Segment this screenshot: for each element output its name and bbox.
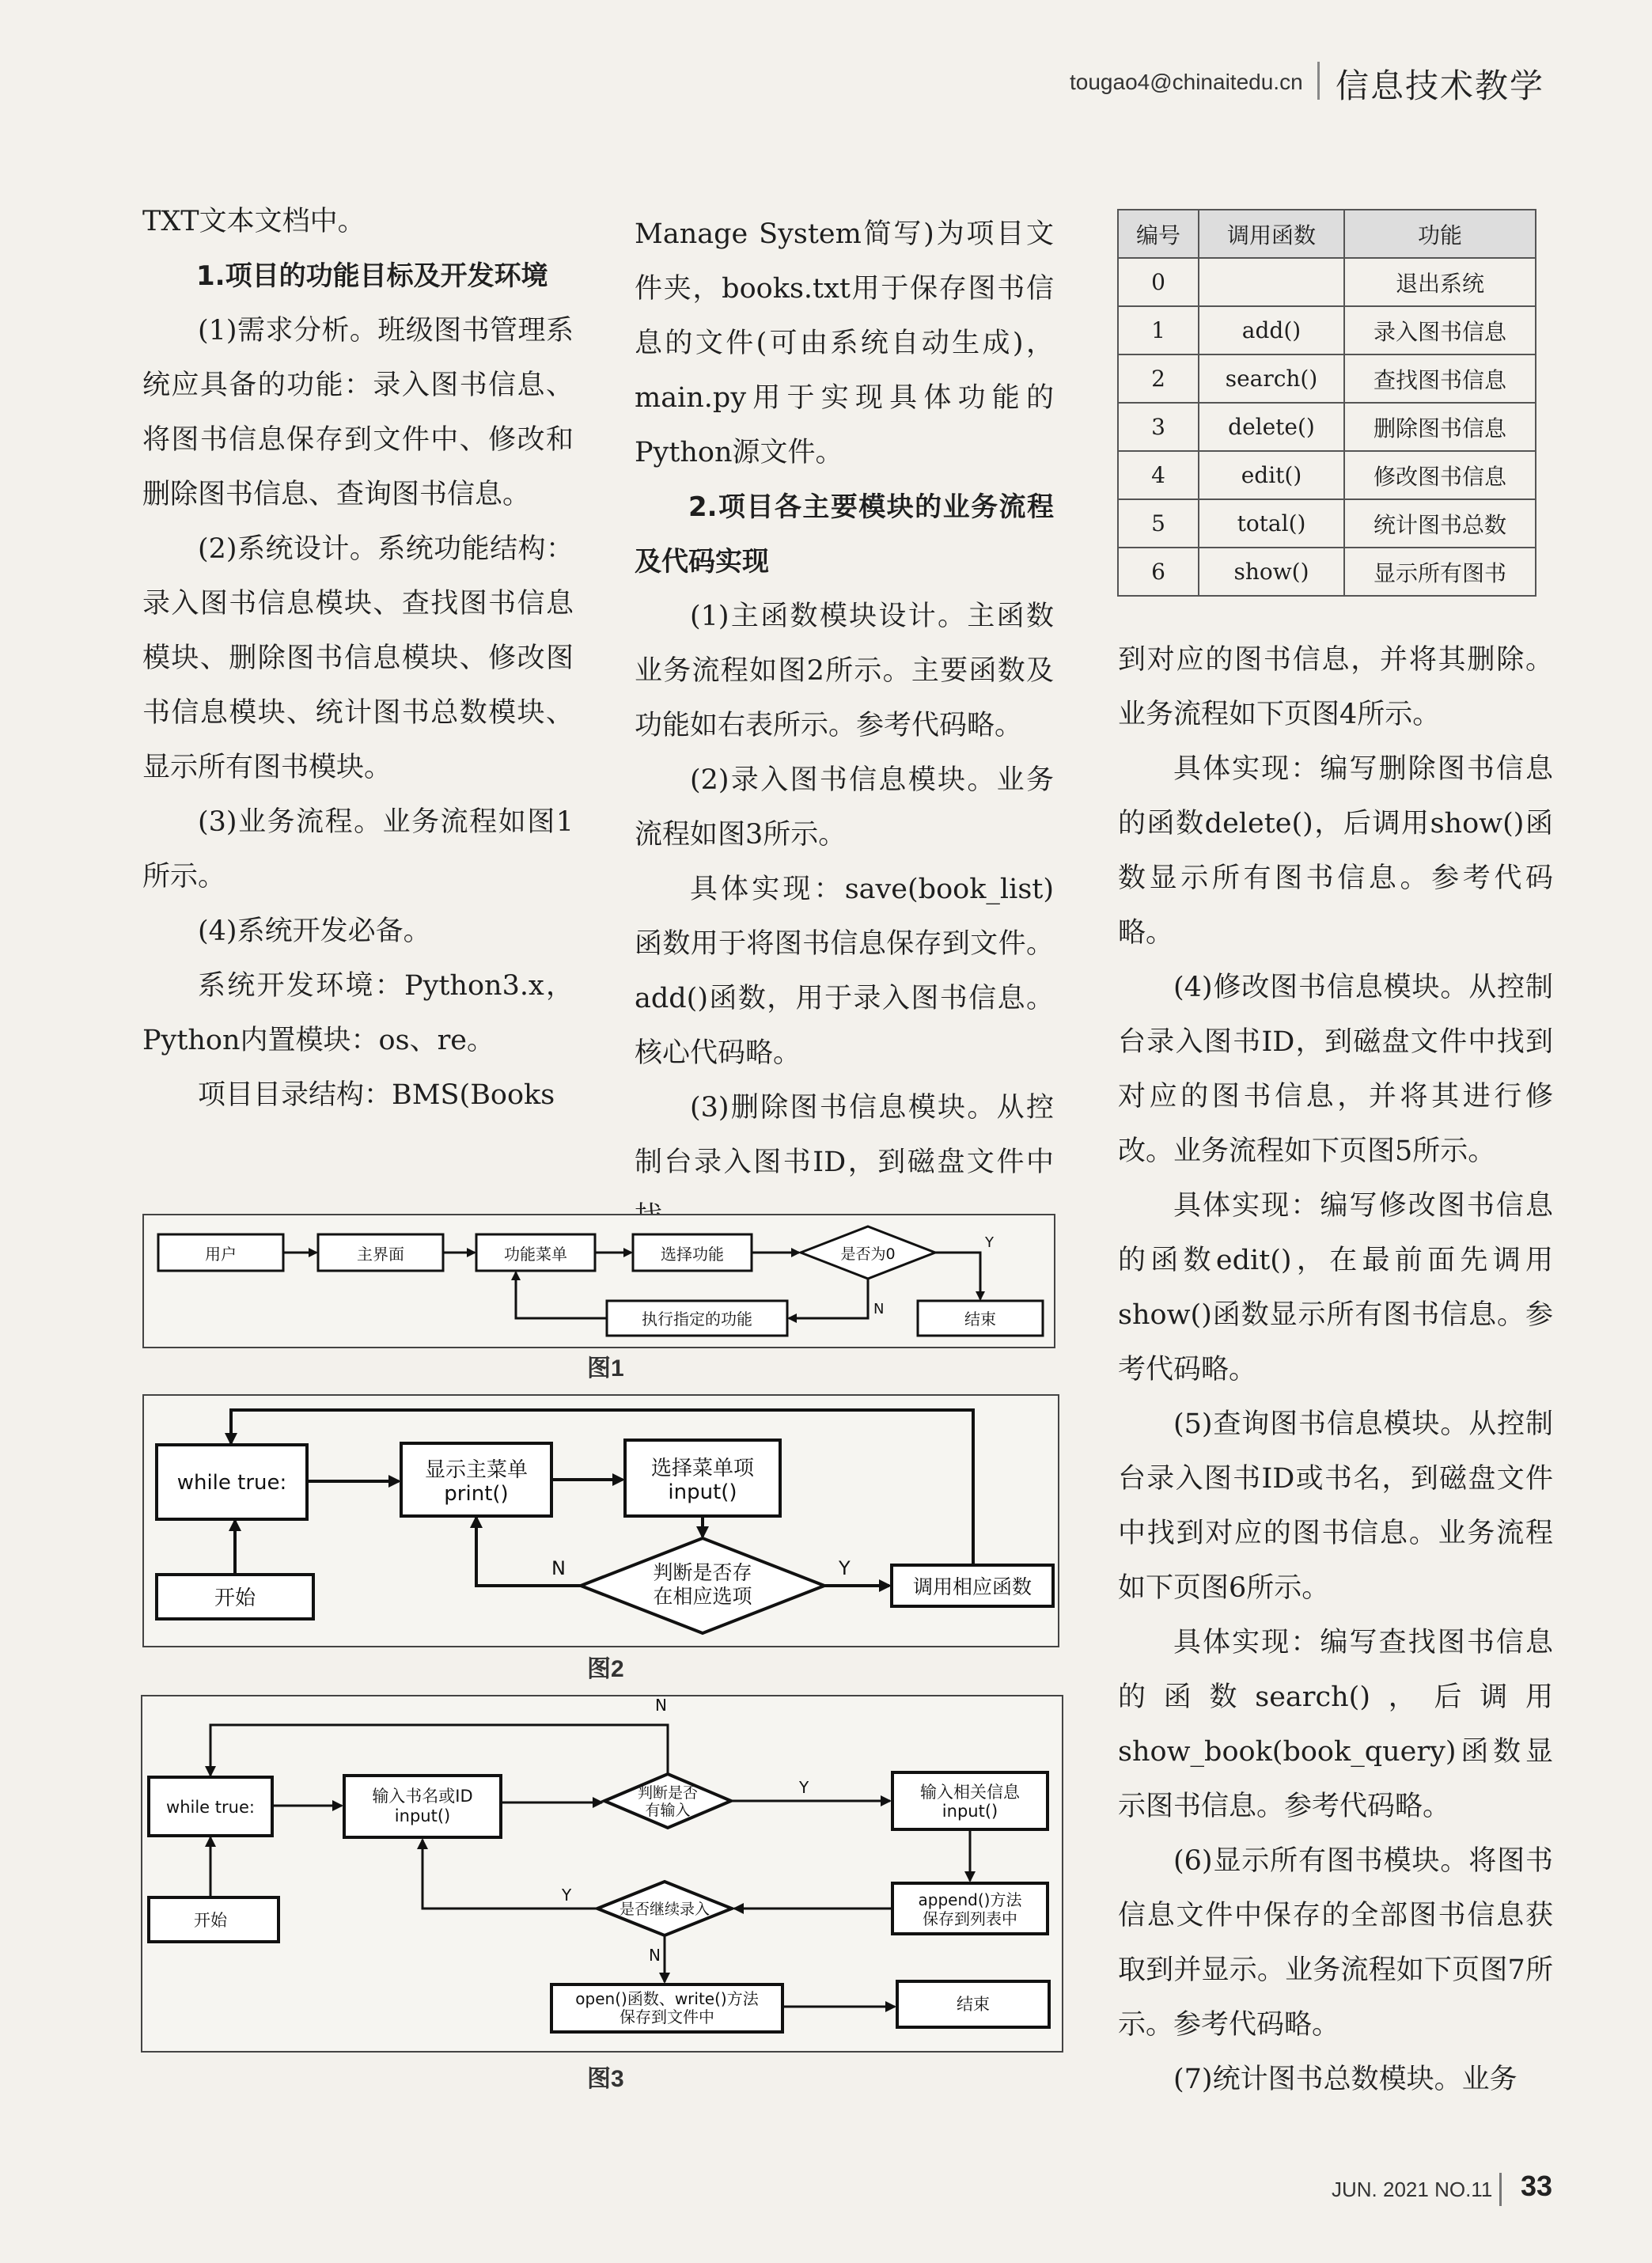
table-row [1118, 258, 1536, 306]
paragraph: 具体实现：编写修改图书信息的函数edit()，在最前面先调用show()函数显示所有图书信息。参考代码略。 [1118, 1190, 1553, 1385]
figure-1 [142, 1214, 1055, 1348]
table-cell: 退出系统 [1344, 258, 1536, 306]
table-cell: 删除图书信息 [1344, 403, 1536, 451]
table-cell: search() [1199, 354, 1344, 403]
page-number: 33 [1521, 2170, 1553, 2202]
table-row [1118, 354, 1536, 403]
flow-label-no: N [655, 1696, 667, 1715]
text-column-2 [635, 207, 1054, 1245]
flow-label-yes: Y [839, 1557, 851, 1579]
flow-label: 功能菜单 [504, 1245, 567, 1264]
flow-label: 保存到列表中 [923, 1909, 1017, 1928]
table-header-cell: 编号 [1118, 210, 1199, 258]
flow-arrow-no [210, 1725, 668, 1776]
table-row [1118, 306, 1536, 354]
table-row [1118, 403, 1536, 451]
flow-label: 输入书名或ID [372, 1787, 473, 1806]
paragraph: (2)录入图书信息模块。业务流程如图3所示。 [635, 764, 1054, 851]
flow-label: 主界面 [357, 1245, 404, 1264]
flow-label: print() [444, 1482, 509, 1506]
table-cell: 3 [1118, 403, 1199, 451]
flow-arrow-yes [935, 1253, 980, 1299]
table-cell: 修改图书信息 [1344, 451, 1536, 499]
flow-label: 开始 [194, 1911, 227, 1930]
flow-label: while true: [166, 1798, 255, 1817]
table-row [1118, 499, 1536, 548]
table-cell: 0 [1118, 258, 1199, 306]
flow-label: 结束 [964, 1310, 996, 1329]
header-email: tougao4@chinaitedu.cn [1070, 70, 1303, 94]
flow-label: 有输入 [645, 1802, 691, 1819]
function-table [1117, 209, 1536, 597]
text-column-1 [142, 195, 574, 1123]
table-cell: 1 [1118, 306, 1199, 354]
paragraph: (4)系统开发必备。 [198, 915, 431, 947]
paragraph: (3)删除图书信息模块。从控制台录入图书ID，到磁盘文件中 [635, 1092, 1054, 1178]
section-heading: 1.项目的功能目标及开发环境 [196, 260, 548, 292]
flow-label: 开始 [214, 1586, 256, 1610]
flow-label: 显示主菜单 [424, 1458, 529, 1482]
table-cell: delete() [1199, 403, 1344, 451]
flow-label: 用户 [205, 1245, 237, 1264]
flow-arrow-loop [231, 1410, 973, 1565]
flow-label: 选择功能 [661, 1245, 724, 1264]
flow-arrow-no [789, 1279, 868, 1318]
flow-label: open()函数、write()方法 [575, 1989, 759, 2008]
table-header-cell: 功能 [1344, 210, 1536, 258]
flow-label: 在相应选项 [653, 1585, 752, 1608]
flow-label: 判断是否 [637, 1784, 699, 1802]
footer-divider [1499, 2173, 1502, 2206]
flow-label-no: N [551, 1557, 566, 1579]
figure-2-caption: 图2 [587, 1656, 624, 1682]
paragraph: (5)查询图书信息模块。从控制台录入图书ID或书名，到磁盘文件中找到对应的图书信息。业务流程如下页图6所示。 [1118, 1408, 1553, 1604]
paragraph: 到对应的图书信息，并将其删除。业务流程如下页图4所示。 [1118, 644, 1553, 730]
figure-1-caption: 图1 [587, 1355, 624, 1382]
paragraph: TXT文本文档中。 [142, 206, 366, 237]
flow-label-yes: Y [562, 1886, 572, 1905]
table-cell: edit() [1199, 451, 1344, 499]
flow-label: 是否为0 [840, 1245, 896, 1263]
flow-label: 是否继续录入 [619, 1901, 710, 1918]
table-header-cell: 调用函数 [1199, 210, 1344, 258]
figure-3-caption: 图3 [587, 2066, 624, 2092]
figure-2 [142, 1394, 1059, 1647]
paragraph: Manage System简写)为项目文件夹，books.txt用于保存图书信息的文件(可由系统自动生成)，main.py用于实现具体功能的Python源文件。 [635, 218, 1054, 468]
table-cell: 录入图书信息 [1344, 306, 1536, 354]
table-cell: show() [1199, 548, 1344, 596]
flow-label: 输入相关信息 [920, 1783, 1020, 1802]
table-row [1118, 548, 1536, 596]
flow-label: 选择菜单项 [650, 1457, 755, 1480]
flow-label: 保存到文件中 [620, 2007, 714, 2026]
text-column-3 [1118, 633, 1553, 2107]
flow-label: input() [668, 1480, 737, 1504]
paragraph: (4)修改图书信息模块。从控制台录入图书ID，到磁盘文件中找到对应的图书信息，并将其进行修改。业务流程如下页图5所示。 [1118, 972, 1553, 1167]
flow-label: 调用相应函数 [912, 1575, 1032, 1598]
table-cell: 显示所有图书 [1344, 548, 1536, 596]
paragraph: (2)系统设计。系统功能结构：录入图书信息模块、查找图书信息模块、删除图书信息模块、修改图书信息模块、统计图书总数模块、显示所有图书模块。 [142, 533, 574, 783]
flow-label-no: N [649, 1946, 661, 1965]
table-cell [1199, 258, 1344, 306]
table-cell: 统计图书总数 [1344, 499, 1536, 548]
flow-label: append()方法 [918, 1890, 1022, 1909]
section-heading: 2.项目各主要模块的业务流程及代码实现 [635, 491, 1054, 578]
flow-label: 判断是否存 [653, 1561, 752, 1584]
flow-label: input() [942, 1802, 998, 1821]
flow-label-no: N [873, 1301, 885, 1317]
table-row [1118, 451, 1536, 499]
paragraph: 具体实现：save(book_list)函数用于将图书信息保存到文件。add()函数，用于录入图书信息。核心代码略。 [635, 874, 1054, 1069]
paragraph: (6)显示所有图书模块。将图书信息文件中保存的全部图书信息获取到并显示。业务流程如下页图7所示。参考代码略。 [1118, 1845, 1553, 2041]
table-cell: 5 [1118, 499, 1199, 548]
flow-label: 结束 [957, 1995, 990, 2014]
journal-title: 信息技术教学 [1336, 66, 1545, 105]
paragraph: (1)主函数模块设计。主函数业务流程如图2所示。主要函数及功能如右表所示。参考代码略。 [635, 601, 1054, 741]
paragraph: (1)需求分析。班级图书管理系统应具备的功能：录入图书信息、将图书信息保存到文件中、修改和删除图书信息、查询图书信息。 [142, 315, 574, 510]
table-cell: 6 [1118, 548, 1199, 596]
paragraph: (3)业务流程。业务流程如图1所示。 [142, 806, 574, 893]
flow-label: input() [394, 1806, 451, 1825]
flow-arrow-loop [516, 1272, 607, 1318]
table-header-row [1118, 210, 1536, 258]
paragraph: 具体实现：编写查找图书信息的函数search()，后调用show_book(book_query)函数显示图书信息。参考代码略。 [1118, 1627, 1553, 1822]
paragraph: 系统开发环境：Python3.x，Python内置模块：os、re。 [142, 970, 574, 1056]
flow-label: while true: [176, 1471, 287, 1495]
paragraph: 项目目录结构：BMS(Books [198, 1079, 555, 1111]
figure-3 [141, 1695, 1063, 2053]
issue-info: JUN. 2021 NO.11 [1332, 2178, 1493, 2201]
header-divider [1317, 62, 1320, 100]
flow-label-yes: Y [799, 1778, 809, 1797]
table-cell: 查找图书信息 [1344, 354, 1536, 403]
table-cell: 4 [1118, 451, 1199, 499]
paragraph: 具体实现：编写删除图书信息的函数delete()，后调用show()函数显示所有图书信息。参考代码略。 [1118, 753, 1553, 949]
table-cell: total() [1199, 499, 1344, 548]
flow-label-yes: Y [985, 1234, 994, 1251]
paragraph: (7)统计图书总数模块。业务 [1173, 2064, 1517, 2095]
flow-label: 执行指定的功能 [642, 1310, 752, 1329]
table-cell: 2 [1118, 354, 1199, 403]
table-cell: add() [1199, 306, 1344, 354]
